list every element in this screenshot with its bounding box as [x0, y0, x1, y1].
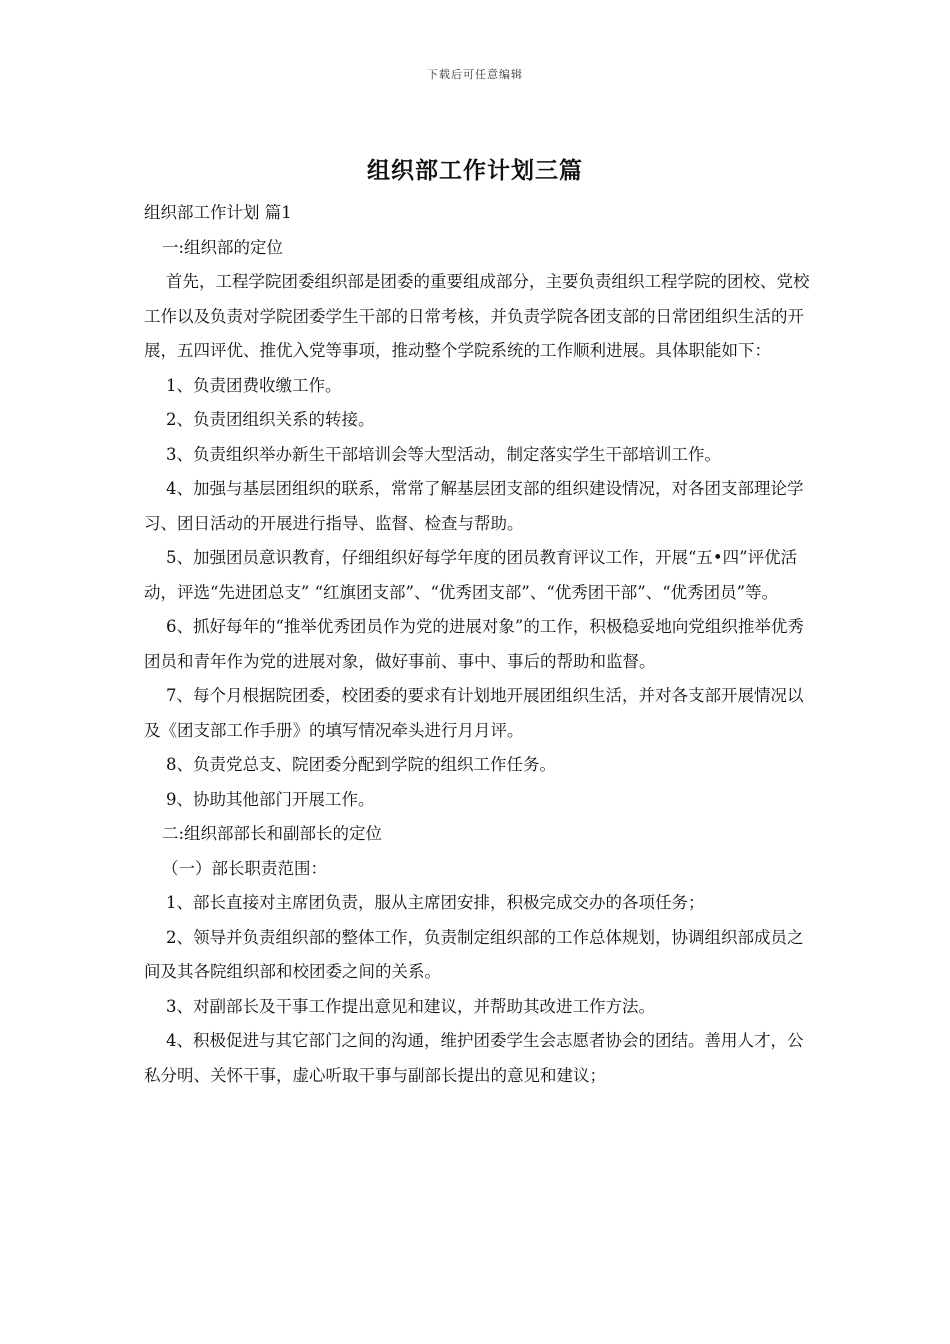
list-item-2: 2、负责团组织关系的转接。: [166, 410, 375, 429]
document-body: [144, 196, 810, 1093]
page-header-note: 下载后可任意编辑: [427, 68, 523, 81]
list-item-9: 9、协助其他部门开展工作。: [166, 789, 375, 809]
duty-item-3: 3、对副部长及干事工作提出意见和建议，并帮助其改进工作方法。: [166, 996, 655, 1016]
duty-item-2: 2、领导并负责组织部的整体工作，负责制定组织部的工作总体规划，协调组织部成员之间及其各院组织部和校团委之间的关系。: [144, 927, 804, 981]
section-heading-1: 一:组织部的定位: [162, 237, 284, 257]
section-heading-2: 二:组织部部长和副部长的定位: [162, 824, 383, 843]
subsection-heading-1: （一）部长职责范围：: [162, 858, 327, 878]
list-item-1: 1、负责团费收缴工作。: [166, 375, 342, 395]
duty-item-1: 1、部长直接对主席团负责，服从主席团安排，积极完成交办的各项任务；: [166, 893, 705, 912]
list-item-6: 6、抓好每年的“推举优秀团员作为党的进展对象”的工作，积极稳妥地向党组织推举优秀团员和青年作为党的进展对象，做好事前、事中、事后的帮助和监督。: [144, 617, 804, 671]
duty-item-4: 4、积极促进与其它部门之间的沟通，维护团委学生会志愿者协会的团结。善用人才，公私分明、关怀干事，虚心听取干事与副部长提出的意见和建议；: [144, 1031, 804, 1085]
list-item-5: 5、加强团员意识教育，仔细组织好每学年度的团员教育评议工作，开展“五•四”评优活动，评选“先进团总支” “红旗团支部”、“优秀团支部”、“优秀团干部”、“优秀团员”等。: [144, 548, 798, 602]
document-subtitle: 组织部工作计划 篇1: [144, 203, 292, 222]
list-item-7: 7、每个月根据院团委，校团委的要求有计划地开展团组织生活，并对各支部开展情况以及《团支部工作手册》的填写情况牵头进行月月评。: [144, 686, 804, 740]
list-item-8: 8、负责党总支、院团委分配到学院的组织工作任务。: [166, 755, 556, 774]
paragraph-intro: 首先，工程学院团委组织部是团委的重要组成部分，主要负责组织工程学院的团校、党校工作以及负责对学院团委学生干部的日常考核，并负责学院各团支部的日常团组织生活的开展，五四评优、推优入党等事项，推动整个学院系统的工作顺利进展。具体职能如下：: [144, 272, 810, 360]
document-title: 组织部工作计划三篇: [367, 157, 583, 184]
list-item-3: 3、负责组织举办新生干部培训会等大型活动，制定落实学生干部培训工作。: [166, 444, 721, 464]
list-item-4: 4、加强与基层团组织的联系，常常了解基层团支部的组织建设情况，对各团支部理论学习、团日活动的开展进行指导、监督、检查与帮助。: [144, 479, 804, 533]
